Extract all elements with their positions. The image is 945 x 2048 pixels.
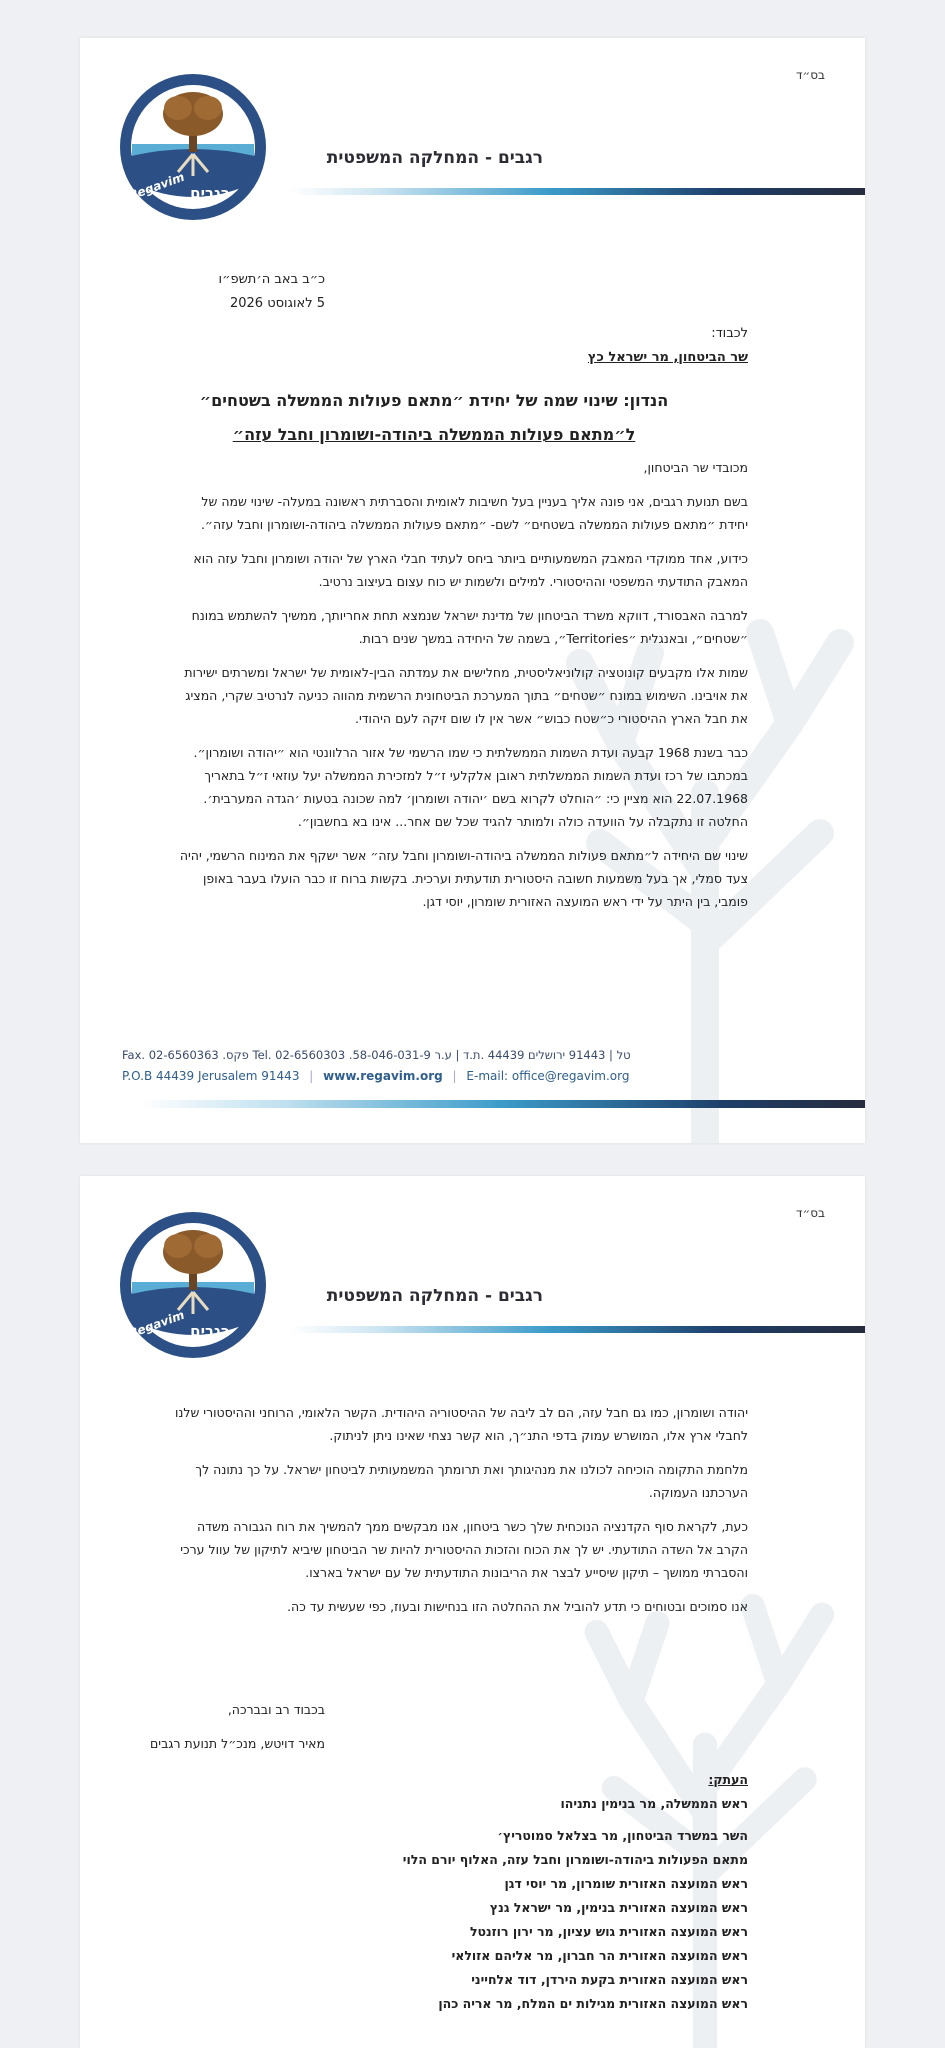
greeting: מכובדי שר הביטחון, (643, 460, 748, 475)
org-name: רגבים - המחלקה המשפטית (326, 1286, 543, 1306)
logo-text-en: Regavim (127, 1307, 187, 1341)
cc-title: העתק: (708, 1772, 748, 1787)
paragraph: מלחמת התקומה הוכיחה לכולנו את מנהיגותך ואת תרומתך המשמעותית לביטחון ישראל. על כך נתונה לך הערכתנו העמוקה. (195, 1462, 748, 1500)
header-rule (290, 188, 865, 195)
cc-item: ראש המועצה האזורית שומרון, מר יוסי דגן (504, 1876, 748, 1891)
paragraph: יהודה ושומרון, כמו גם חבל עזה, הם לב ליבה של ההיסטוריה היהודית. הקשר הלאומי, הרוחני וההיסטורי שלנו לחבלי ארץ אלו, המושרש עמוק בדפי התנ״ך, הוא קשר נצחי שאינו ניתן לניתוק. (174, 1405, 748, 1443)
regavim-logo (118, 72, 268, 222)
footer-email[interactable]: E-mail: office@regavim.org (466, 1069, 630, 1083)
cc-item: השר במשרד הביטחון, מר בצלאל סמוטריץ׳ (497, 1828, 748, 1843)
date-hebrew: כ״ב באב ה׳תשפ״ו (218, 272, 325, 287)
cc-item: ראש הממשלה, מר בנימין נתניהו (560, 1796, 748, 1811)
cc-item: ראש המועצה האזורית בנימין, מר ישראל גנץ (489, 1900, 748, 1915)
bsd-mark: בס״ד (795, 68, 825, 82)
footer-website[interactable]: www.regavim.org (323, 1069, 443, 1083)
logo-text-he: רגבים (190, 184, 230, 202)
signature: מאיר דויטש, מנכ״ל תנועת רגבים (149, 1736, 325, 1751)
org-name: רגבים - המחלקה המשפטית (326, 148, 543, 168)
recipient-block (588, 322, 748, 370)
to-name: שר הביטחון, מר ישראל כץ (587, 350, 748, 365)
logo-text-he: רגבים (190, 1322, 230, 1340)
date-gregorian: 5 לאוגוסט 2026 (229, 296, 325, 311)
letter-dates (219, 268, 325, 316)
letter-page-2 (80, 1176, 865, 2048)
footer-pobox: P.O.B 44439 Jerusalem 91443 (122, 1069, 300, 1083)
cc-item: ראש המועצה האזורית מגילות ים המלח, מר אריה כהן (438, 1996, 748, 2011)
letter-body-page-1 (170, 456, 748, 924)
bsd-mark: בס״ד (795, 1206, 825, 1220)
paragraph: אנו סמוכים ובטוחים כי תדע להוביל את ההחלטה הזו בנחישות ובעוז, כפי שעשית עד כה. (287, 1599, 748, 1614)
subject-line-2: ל״מתאם פעולות הממשלה ביהודה-ושומרון וחבל עזה״ (232, 425, 636, 444)
footer-contact: Fax. 02-6560363 .פקס Tel. 02-6560303 .טל | 91443 ירושלים 44439 .ת.ד | ע.ר 58-046-031-9 P.O.B 44439 Jerusalem 91443 | www.regavim.org | E-mail: office@regavim.org (122, 1045, 631, 1087)
paragraph: שמות אלו מקבעים קונוטציה קולוניאליסטית, מחלישים את עמדתה הבין-לאומית של ישראל ומשרתים ישירות את אויבינו. השימוש במונח ״שטחים״ בתוך המערכת הביטחונית הרשמית מהווה כניעה לנרטיב שקרי, המציג את חבל הארץ ההיסטורי כ״שטח כבוש״ אשר אין לו שום זיקה לעם היהודי. (184, 665, 748, 726)
letter-page-1 (80, 38, 865, 1143)
paragraph: כידוע, אחד ממוקדי המאבק המשמעותיים ביותר ביחס לעתיד חבלי הארץ של יהודה ושומרון וחבל עזה הוא המאבק התודעתי המשפטי וההיסטורי. למילים ולשמות יש כוח עצום בעיצוב נרטיב. (193, 551, 748, 589)
paragraph: כעת, לקראת סוף הקדנציה הנוכחית שלך כשר ביטחון, אנו מבקשים ממך להמשיך את רוח הגבורה משדה הקרב אל השדה התודעתי. יש לך את הכוח והזכות ההיסטורית להיות שר הביטחון שיביא לתיקון של עוול ערכי והסברתי ממושך – תיקון שיסייע לבצר את הריבונות התודעתית של עם ישראל בארצו. (180, 1519, 748, 1580)
subject-line-1: הנדון: שינוי שמה של יחידת ״מתאם פעולות הממשלה בשטחים״ (199, 391, 669, 410)
cc-list (403, 1768, 748, 2016)
logo-text-en: Regavim (127, 169, 187, 203)
cc-item: ראש המועצה האזורית הר חברון, מר אליהם אזולאי (451, 1948, 748, 1963)
paragraph: למרבה האבסורד, דווקא משרד הביטחון של מדינת ישראל שנמצא תחת אחריותך, ממשיך להשתמש במונח ״שטחים״, ובאנגלית ״Territories״, בשמה של היחידה במשך שנים רבות. (191, 608, 748, 646)
to-label: לכבוד: (711, 326, 748, 341)
cc-item: מתאם הפעולות ביהודה-ושומרון וחבל עזה, האלוף יורם הלוי (402, 1852, 748, 1867)
footer-rule (140, 1100, 865, 1108)
header-rule (290, 1326, 865, 1333)
letter-body-page-2 (170, 1401, 748, 1629)
regavim-logo (118, 1210, 268, 1360)
paragraph: בשם תנועת רגבים, אני פונה אליך בעניין בעל חשיבות לאומית והסברתית ראשונה במעלה- שינוי שמה של יחידת ״מתאם פעולות הממשלה בשטחים״ לשם- ״מתאם פעולות הממשלה ביהודה-ושומרון וחבל עזה״. (200, 494, 748, 532)
closing-block (150, 1698, 325, 1756)
footer-contact-line: Fax. 02-6560363 .פקס Tel. 02-6560303 .טל | 91443 ירושלים 44439 .ת.ד | ע.ר 58-046-031-9 (122, 1048, 631, 1062)
closing-salutation: בכבוד רב ובברכה, (227, 1702, 325, 1717)
cc-item: ראש המועצה האזורית בקעת הירדן, דוד אלחייני (471, 1972, 748, 1987)
subject (120, 384, 748, 452)
paragraph: כבר בשנת 1968 קבעה ועדת השמות הממשלתית כי שמו הרשמי של אזור הרלוונטי הוא ״יהודה ושומרון״. במכתבו של רכז ועדת השמות הממשלתית ראובן אלקלעי ז״ל למזכירת הממשלה יעל עוזאי ז״ל בתאריך 22.07.1968 הוא מציין כי: ״הוחלט לקרוא בשם ׳יהודה ושומרון׳ למה שכונה בטעות ׳הגדה המערבית׳. החלטה זו נתקבלה על הוועדה כולה ולמותר להגיד שכל שם אחר... אינו בא בחשבון״. (193, 745, 748, 829)
paragraph: שינוי שם היחידה ל״מתאם פעולות הממשלה ביהודה-ושומרון וחבל עזה״ אשר ישקף את המינוח הרשמי, יהיה צעד סמלי, אך בעל משמעות חשובה היסטורית תודעתית וערכית. בקשות ברוח זו כבר הועלו בעבר באופן פומבי, בין היתר על ידי ראש המועצה האזורית שומרון, יוסי דגן. (179, 848, 748, 909)
cc-item: ראש המועצה האזורית גוש עציון, מר ירון רוזנטל (469, 1924, 748, 1939)
